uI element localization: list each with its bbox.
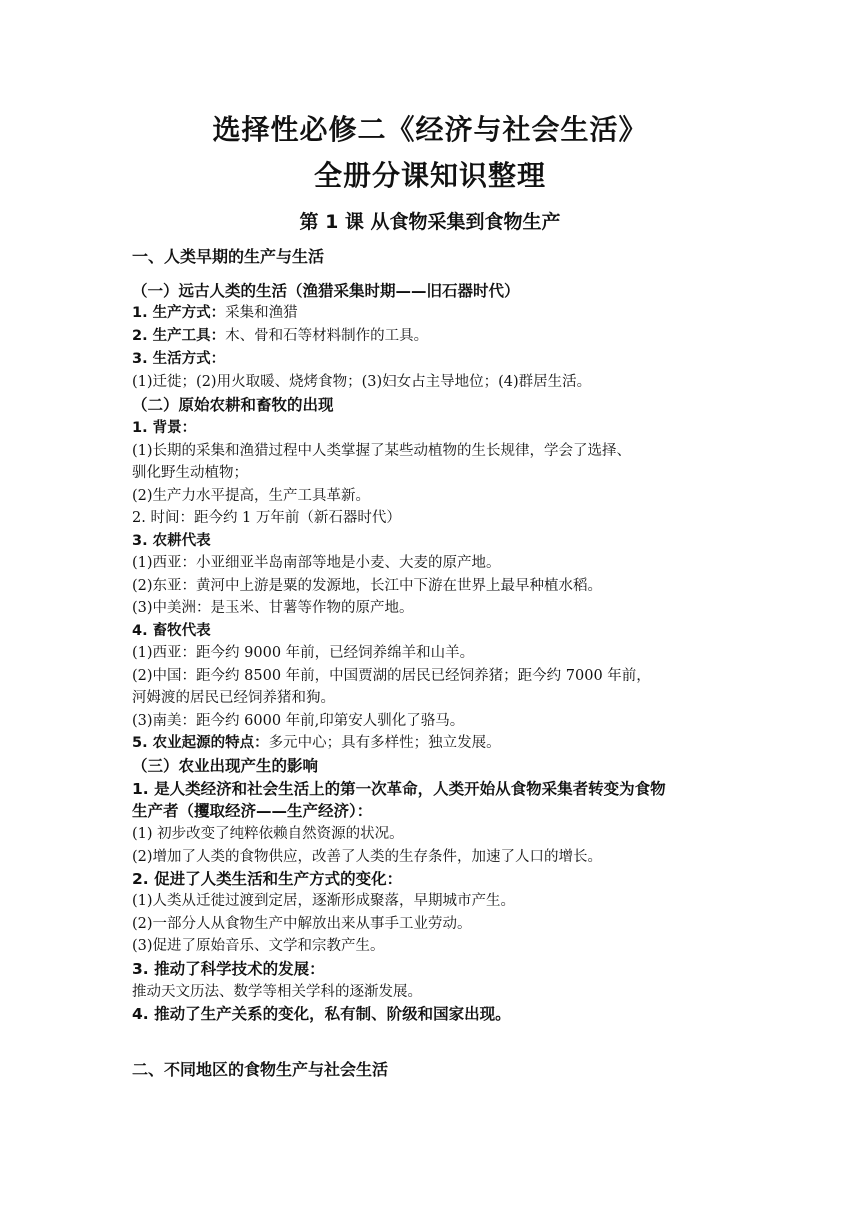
section-heading-2: 二、不同地区的食物生产与社会生活: [132, 1060, 389, 1079]
bold-paragraph: 1. 是人类经济和社会生活上的第一次革命，人类开始从食物采集者转变为食物: [132, 780, 666, 798]
list-item: (1)西亚：距今约 9000 年前，已经饲养绵羊和山羊。: [132, 645, 475, 661]
paragraph: [132, 302, 732, 324]
item-label: 5. 农业起源的特点：: [132, 735, 269, 751]
item-label: 4. 畜牧代表: [132, 623, 211, 639]
bold-paragraph: 生产者（攫取经济——生产经济）：: [132, 802, 373, 820]
subsection-heading: （一）远古人类的生活（渔猎采集时期——旧石器时代）: [132, 282, 520, 300]
list-item: (1)西亚：小亚细亚半岛南部等地是小麦、大麦的原产地。: [132, 555, 501, 571]
list-item: 驯化野生动植物；: [132, 465, 248, 481]
paragraph: [132, 732, 732, 754]
bold-paragraph: 3. 推动了科学技术的发展：: [132, 960, 325, 978]
subsection-heading: （二）原始农耕和畜牧的出现: [132, 396, 334, 414]
list-item: 2. 时间：距今约 1 万年前（新石器时代）: [132, 510, 401, 526]
main-title: 选择性必修二《经济与社会生活》: [212, 113, 648, 146]
list-item: (1)人类从迁徙过渡到定居，逐渐形成聚落，早期城市产生。: [132, 893, 516, 909]
item-label: 2. 生产工具：: [132, 328, 226, 344]
section-heading-1: 一、人类早期的生产与生活: [132, 247, 325, 266]
item-label: 1. 生产方式：: [132, 305, 226, 321]
list-item: (2)增加了人类的食物供应，改善了人类的生存条件，加速了人口的增长。: [132, 849, 603, 865]
list-item: (3)中美洲：是玉米、甘薯等作物的原产地。: [132, 600, 414, 616]
subsection-heading: （三）农业出现产生的影响: [132, 757, 319, 775]
list-item: (1)长期的采集和渔猎过程中人类掌握了某些动植物的生长规律，学会了选择、: [132, 443, 632, 459]
bold-paragraph: 4. 推动了生产关系的变化，私有制、阶级和国家出现。: [132, 1005, 511, 1023]
item-label: 3. 农耕代表: [132, 533, 211, 549]
list-item: (2)一部分人从食物生产中解放出来从事手工业劳动。: [132, 916, 472, 932]
item-label: 3. 生活方式：: [132, 351, 226, 367]
item-text: 采集和渔猎: [225, 305, 298, 321]
item-text: 多元中心；具有多样性；独立发展。: [268, 735, 501, 751]
list-item: 推动天文历法、数学等相关学科的逐渐发展。: [132, 984, 422, 1000]
paragraph: [132, 325, 732, 347]
list-item: (1) 初步改变了纯粹依赖自然资源的状况。: [132, 826, 404, 842]
list-item: (2)中国：距今约 8500 年前，中国贾湖的居民已经饲养猪；距今约 7000 年前，: [132, 668, 651, 684]
item-label: 1. 背景：: [132, 420, 197, 436]
list-item: (2)东亚：黄河中上游是粟的发源地，长江中下游在世界上最早种植水稻。: [132, 578, 603, 594]
list-item: (2)生产力水平提高，生产工具革新。: [132, 488, 371, 504]
list-item: 河姆渡的居民已经饲养猪和狗。: [132, 690, 335, 706]
list-item: (3)南美：距今约 6000 年前,印第安人驯化了骆马。: [132, 713, 465, 729]
list-item: (3)促进了原始音乐、文学和宗教产生。: [132, 938, 385, 954]
list-item: (1)迁徙；(2)用火取暖、烧烤食物；(3)妇女占主导地位；(4)群居生活。: [132, 374, 592, 390]
bold-paragraph: 2. 促进了人类生活和生产方式的变化：: [132, 870, 403, 888]
main-subtitle: 全册分课知识整理: [313, 159, 546, 192]
lesson-title: 第 1 课 从食物采集到食物生产: [299, 211, 561, 233]
item-text: 木、骨和石等材料制作的工具。: [225, 328, 429, 344]
